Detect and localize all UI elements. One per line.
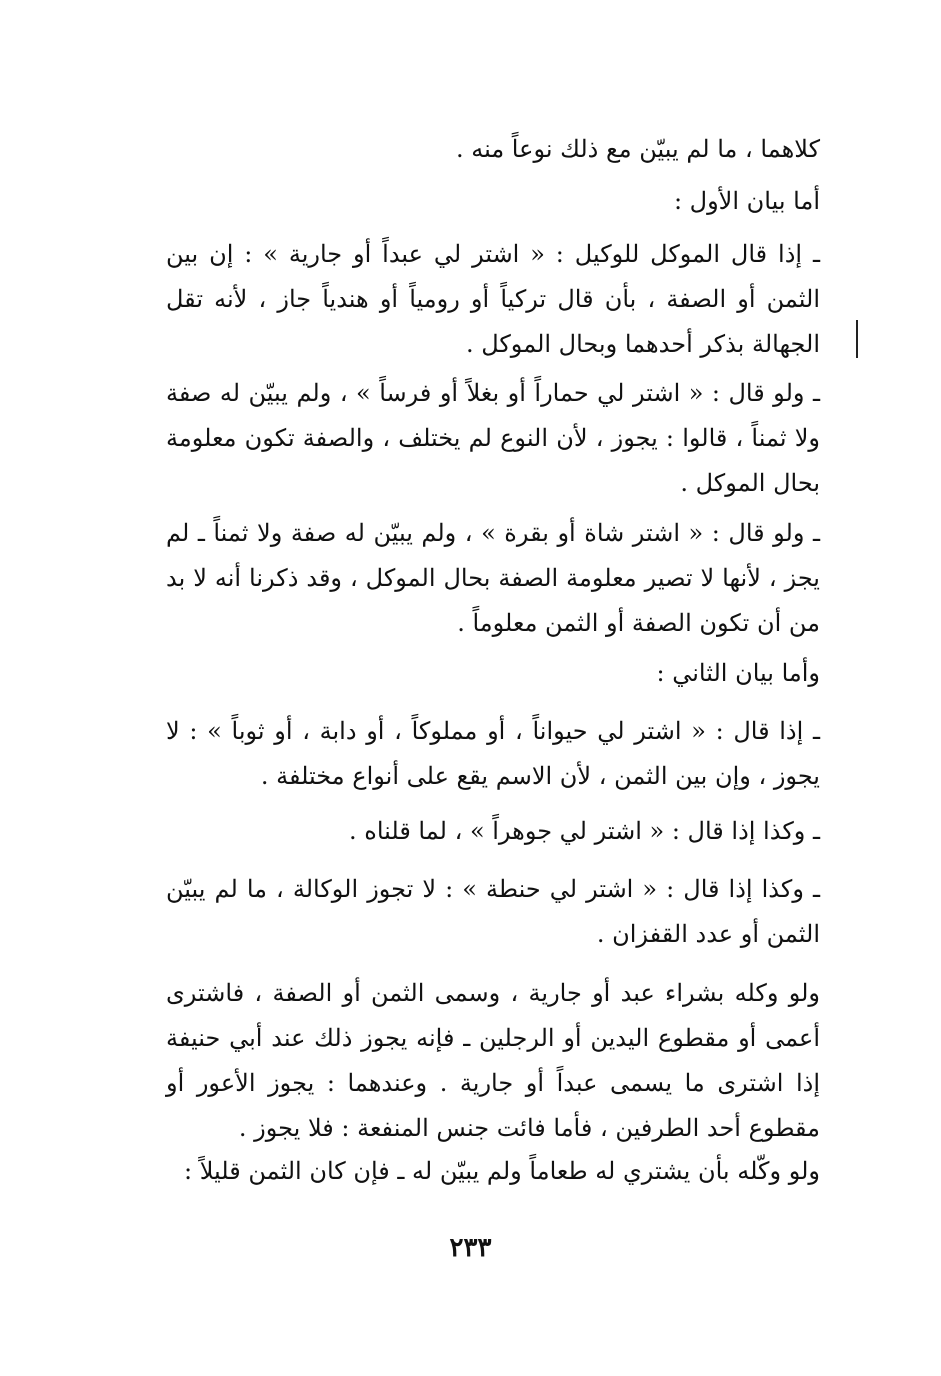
paragraph-7: ـ إذا قال : « اشتر لي حيواناً ، أو مملوكاً ، أو دابة ، أو ثوباً » : لا يجوز ، وإن بين الثمن ، لأن الاسم يقع على أنواع مختلفة . bbox=[166, 717, 820, 790]
margin-rule bbox=[856, 320, 858, 358]
paragraph-10: ولو وكله بشراء عبد أو جارية ، وسمى الثمن أو الصفة ، فاشترى أعمى أو مقطوع اليدين أو الرجلين ـ فإنه يجوز ذلك عند أبي حنيفة إذا اشترى ما يسمى عبداً أو جارية . وعندهما : يجوز الأعور أو مقطوع أحد الطرفين ، فأما فائت جنس المنفعة : فلا يجوز . bbox=[166, 979, 820, 1142]
page-number: ٢٣٣ bbox=[449, 1233, 492, 1263]
paragraph-9: ـ وكذا إذا قال : « اشتر لي حنطة » : لا تجوز الوكالة ، ما لم يبيّن الثمن أو عدد القفزان . bbox=[166, 875, 820, 948]
paragraph-8: ـ وكذا إذا قال : « اشتر لي جوهراً » ، لما قلناه . bbox=[349, 817, 820, 845]
paragraph-1: كلاهما ، ما لم يبيّن مع ذلك نوعاً منه . bbox=[455, 135, 820, 163]
paragraph-4: ـ ولو قال : « اشتر لي حماراً أو بغلاً أو فرساً » ، ولم يبيّن له صفة ولا ثمناً ، قالوا : يجوز ، لأن النوع لم يختلف ، والصفة تكون معلومة بحال الموكل . bbox=[166, 379, 820, 497]
paragraph-5: ـ ولو قال : « اشتر شاة أو بقرة » ، ولم يبيّن له صفة ولا ثمناً ـ لم يجز ، لأنها لا تصير معلومة الصفة بحال الموكل ، وقد ذكرنا أنه لا بد من أن تكون الصفة أو الثمن معلوماً . bbox=[166, 519, 820, 637]
paragraph-6: وأما بيان الثاني : bbox=[656, 659, 820, 687]
paragraph-3: ـ إذا قال الموكل للوكيل : « اشتر لي عبداً أو جارية » : إن بين الثمن أو الصفة ، بأن قال تركياً أو رومياً أو هندياً جاز ، لأنه تقل الجهالة بذكر أحدهما وبحال الموكل . bbox=[166, 240, 820, 358]
paragraph-2: أما بيان الأول : bbox=[673, 187, 820, 215]
paragraph-11: ولو وكّله بأن يشتري له طعاماً ولم يبيّن له ـ فإن كان الثمن قليلاً : bbox=[184, 1157, 820, 1185]
